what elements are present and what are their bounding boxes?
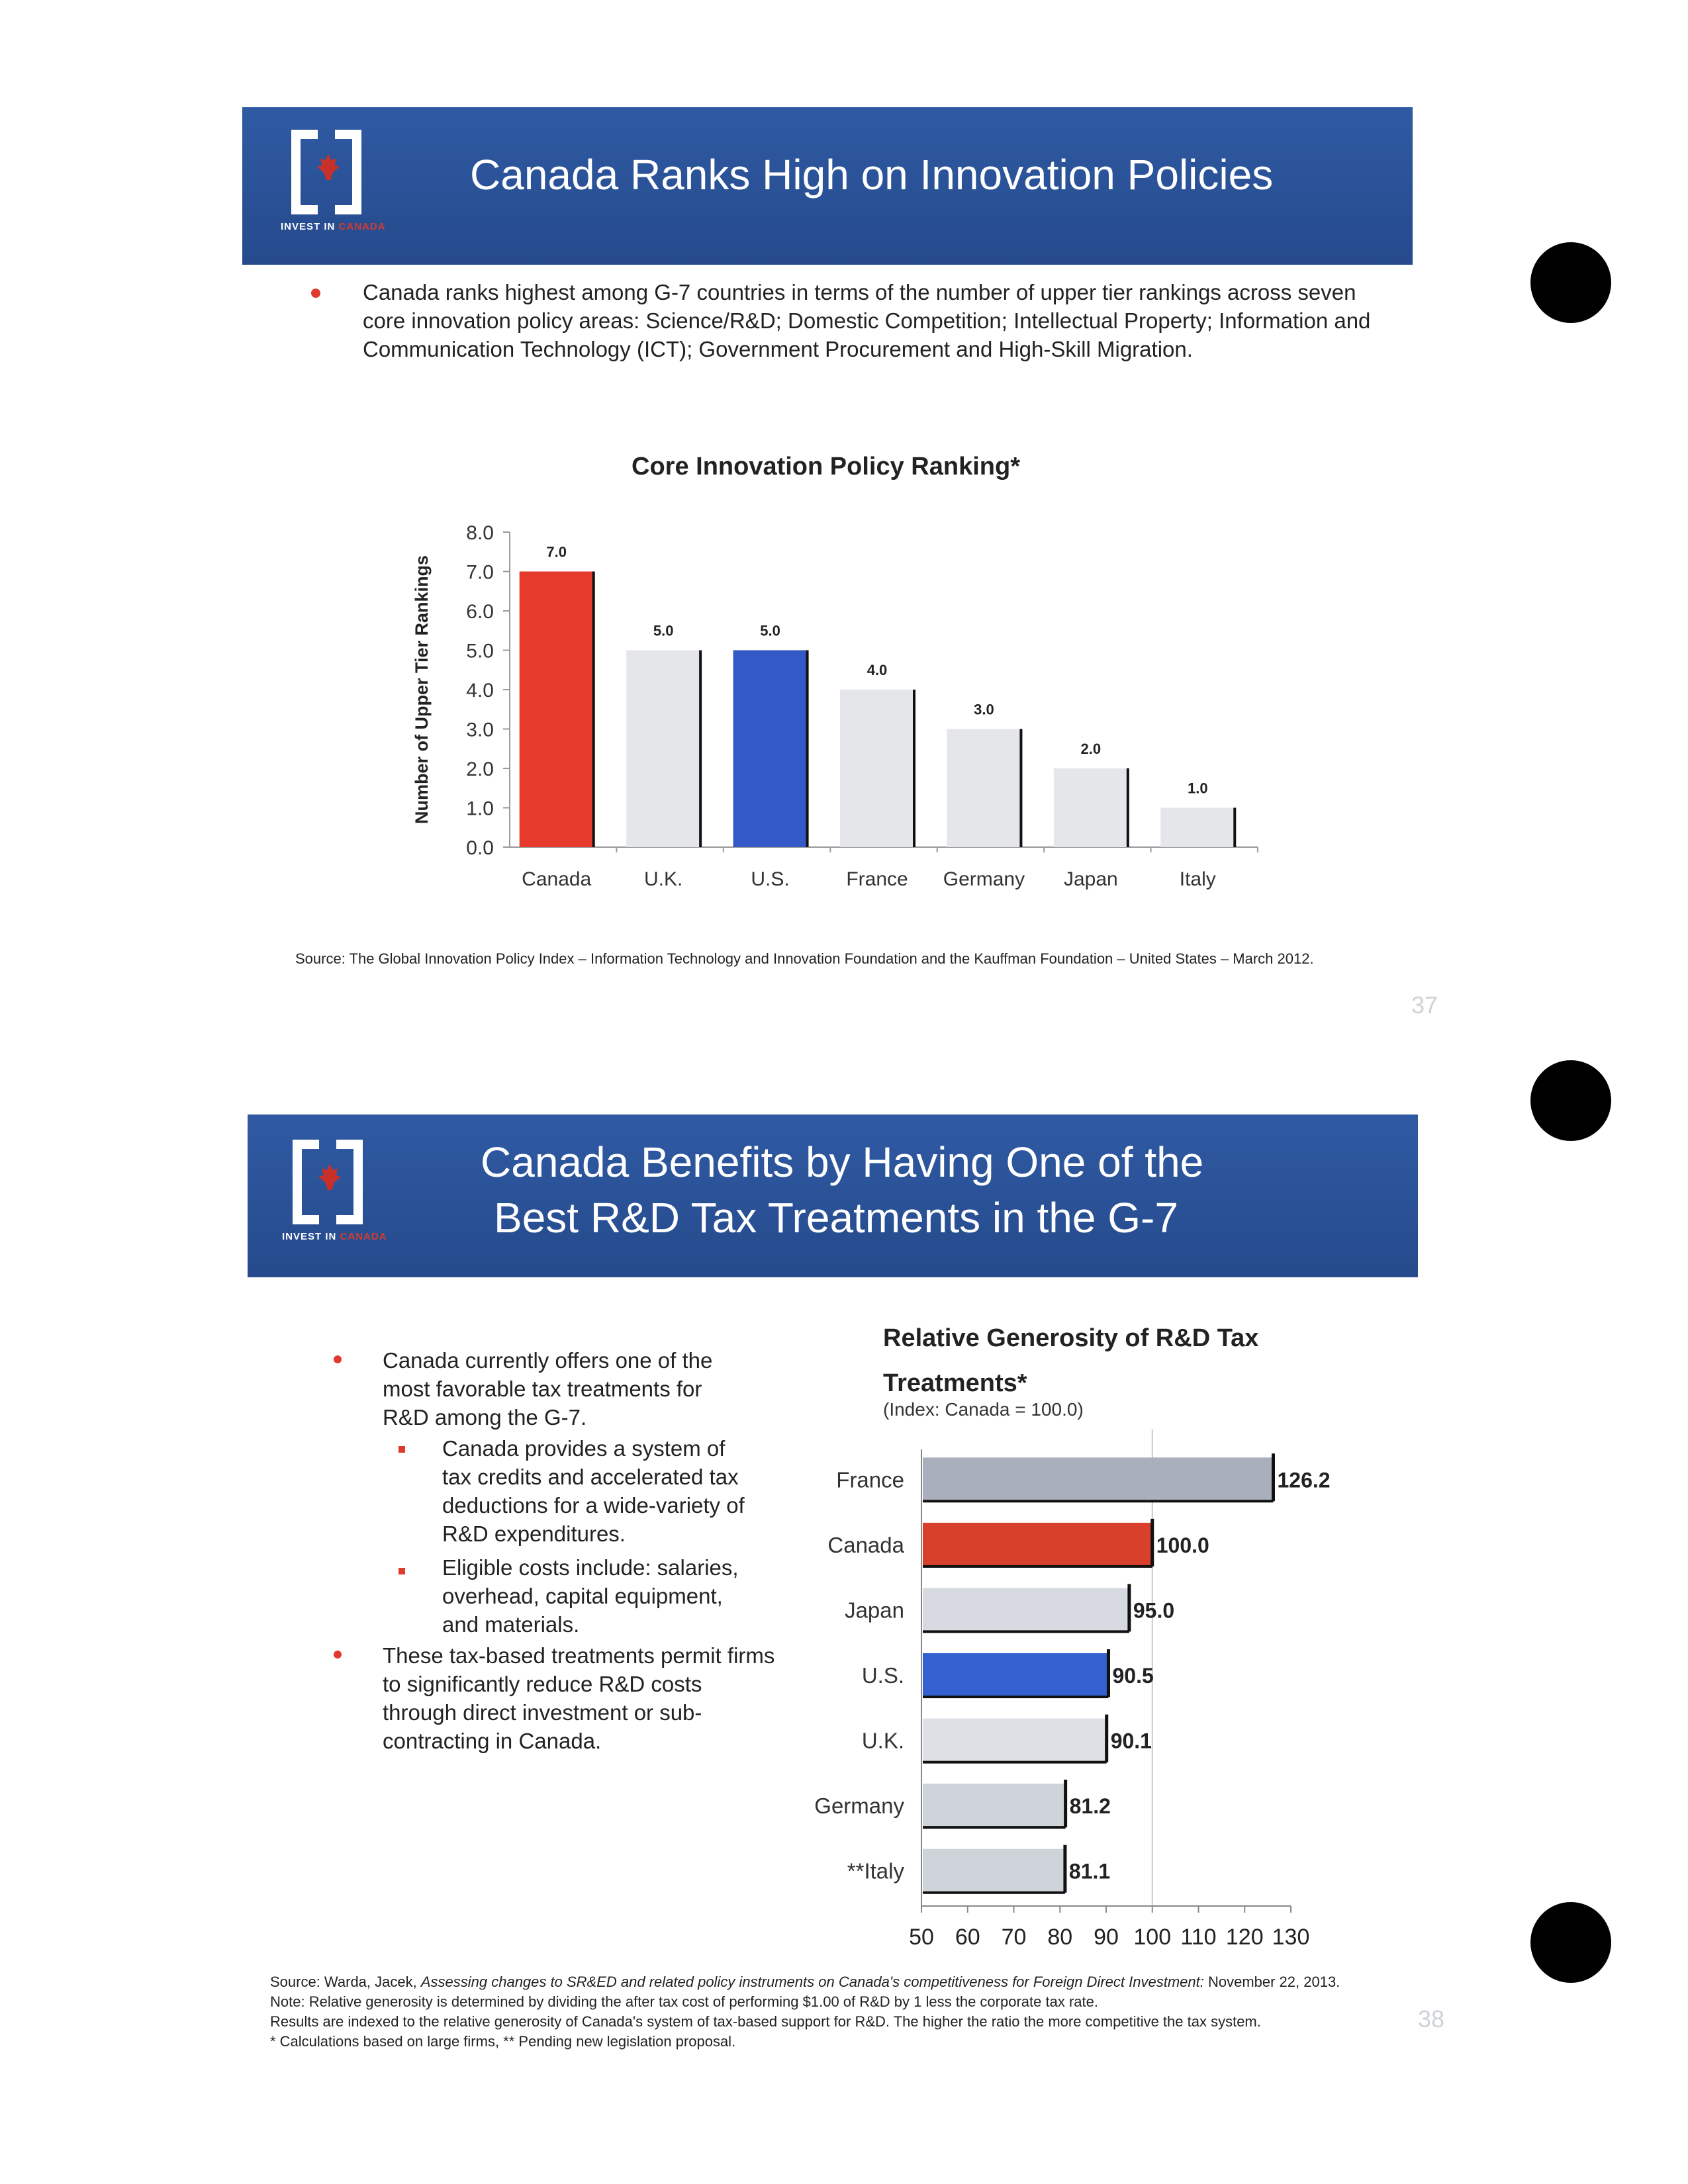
x-tick-label: 110	[1180, 1925, 1217, 1950]
y-category-label: Canada	[827, 1532, 904, 1557]
source-date: November 22, 2013.	[1203, 1974, 1340, 1990]
slide2-bullet2-text: These tax-based treatments permit firms to significantly reduce R&D costs through direct investment or sub-contracting in Canada.	[383, 1643, 775, 1753]
bar-value-label: 5.0	[760, 622, 780, 639]
y-tick-label: 5.0	[466, 640, 494, 662]
slide2-sub1-text: Canada provides a system of tax credits and accelerated tax deductions for a wide-variety of R&D expenditures.	[442, 1436, 745, 1546]
y-tick-label: 4.0	[466, 680, 494, 702]
bar-italy	[1160, 808, 1235, 848]
chart2-title-text: Relative Generosity of R&D Tax Treatments*	[883, 1324, 1259, 1397]
y-tick-label: 8.0	[466, 522, 494, 544]
x-category-label: Japan	[1063, 868, 1118, 890]
bar-value-label: 1.0	[1187, 780, 1208, 797]
y-axis-title: Number of Upper Tier Rankings	[412, 555, 432, 825]
bullet-dot	[334, 1355, 342, 1363]
x-category-label: France	[846, 868, 908, 890]
slide2-page-number: 38	[1418, 2005, 1445, 2032]
y-category-label: Germany	[814, 1794, 904, 1819]
bar-value-label: 90.5	[1112, 1664, 1154, 1688]
bar-value-label: 3.0	[974, 701, 994, 718]
sub-bullet-square	[399, 1446, 405, 1453]
logo-tagline: INVEST IN CANADA	[281, 221, 386, 232]
slide2-note1: Note: Relative generosity is determined by dividing the after tax cost of performing $1.00 of R&D by 1 less the corporate tax rate.	[270, 1993, 1098, 2010]
bar-value-label: 7.0	[546, 543, 567, 561]
x-tick-label: 120	[1225, 1925, 1264, 1950]
bar-japan	[1054, 768, 1128, 847]
right-bracket-shape	[336, 1140, 363, 1224]
x-category-label: U.S.	[751, 868, 790, 890]
bar-germany	[947, 729, 1021, 848]
bar-value-label: 2.0	[1080, 741, 1102, 757]
x-category-label: U.K.	[643, 868, 683, 890]
sub-bullet-square	[399, 1568, 405, 1574]
x-tick-label: 130	[1272, 1925, 1310, 1950]
x-category-label: Germany	[943, 868, 1025, 890]
bar-uk	[923, 1719, 1107, 1762]
bar-italy	[923, 1849, 1065, 1893]
y-tick-label: 2.0	[466, 758, 494, 780]
chart2-title	[883, 1316, 1307, 1406]
x-tick-label: 70	[1001, 1925, 1027, 1950]
invest-in-canada-logo	[244, 1130, 387, 1256]
bar-value-label: 90.1	[1110, 1729, 1152, 1753]
slide2-title-line1: Canada Benefits by Having One of the	[481, 1138, 1204, 1186]
slide2-bullet-list	[331, 1346, 794, 1755]
y-tick-label: 7.0	[466, 561, 494, 584]
bar-value-label: 100.0	[1156, 1533, 1209, 1557]
bar-value-label: 81.1	[1068, 1859, 1111, 1884]
invest-in-canada-logo	[242, 120, 386, 246]
bar-uk	[626, 651, 700, 848]
slide2-sub2-text: Eligible costs include: salaries, overhead, capital equipment, and materials.	[442, 1555, 739, 1637]
x-tick-label: 80	[1047, 1925, 1073, 1950]
binder-hole	[1530, 1060, 1611, 1141]
y-category-label: Japan	[845, 1598, 904, 1623]
y-tick-label: 1.0	[466, 797, 494, 820]
rd-generosity-chart	[781, 1430, 1350, 1972]
y-category-label: U.S.	[861, 1663, 904, 1688]
bar-france	[923, 1457, 1273, 1501]
source-prefix: Source: Warda, Jacek,	[270, 1974, 421, 1990]
slide2-title-line2: Best R&D Tax Treatments in the G-7	[494, 1194, 1178, 1242]
binder-hole	[1530, 1902, 1611, 1983]
y-tick-label: 6.0	[466, 601, 494, 623]
bar-value-label: 4.0	[867, 662, 888, 678]
slide2-bullet1-text: Canada currently offers one of the most favorable tax treatments for R&D among the G-7.	[383, 1348, 713, 1430]
chart1-title: Core Innovation Policy Ranking*	[632, 453, 1020, 480]
bar-canada	[520, 572, 594, 848]
x-category-label: Canada	[522, 868, 592, 890]
bullet-dot	[334, 1651, 342, 1659]
bar-value-label: 81.2	[1069, 1794, 1111, 1819]
source-title: Assessing changes to SR&ED and related policy instruments on Canada's competitiveness for Foreign Direct Investment:	[420, 1974, 1204, 1990]
logo-tagline: INVEST IN CANADA	[282, 1231, 387, 1242]
bar-france	[840, 690, 914, 847]
x-tick-label: 90	[1094, 1925, 1119, 1950]
slide2-banner	[248, 1115, 1418, 1277]
slide1-bullet-list	[311, 278, 1403, 363]
bar-japan	[923, 1588, 1129, 1631]
innovation-ranking-chart	[397, 503, 1278, 900]
binder-hole	[1530, 242, 1611, 323]
y-category-label: France	[836, 1467, 904, 1492]
chart2-subtitle: (Index: Canada = 100.0)	[883, 1399, 1084, 1420]
slide1-source: Source: The Global Innovation Policy Index – Information Technology and Innovation Foundation and the Kauffman Foundation – United States – March 2012.	[295, 950, 1314, 967]
bar-us	[733, 651, 808, 848]
slide1-page-number: 37	[1411, 991, 1438, 1019]
y-tick-label: 0.0	[466, 837, 494, 859]
left-bracket-shape	[291, 130, 318, 214]
bar-germany	[923, 1784, 1066, 1827]
y-tick-label: 3.0	[466, 719, 494, 741]
slide2-note2: Results are indexed to the relative generosity of Canada's system of tax-based support for R&D. The higher the ratio the more competitive the tax system.	[270, 2013, 1261, 2030]
right-bracket-shape	[335, 130, 361, 214]
x-tick-label: 100	[1133, 1925, 1172, 1950]
x-category-label: Italy	[1179, 868, 1216, 890]
y-category-label: **Italy	[847, 1858, 904, 1884]
bar-value-label: 126.2	[1277, 1468, 1331, 1492]
slide2-note3: * Calculations based on large firms, ** Pending new legislation proposal.	[270, 2033, 736, 2050]
x-tick-label: 60	[955, 1925, 980, 1950]
x-tick-label: 50	[909, 1925, 934, 1950]
bar-us	[923, 1653, 1108, 1697]
bar-value-label: 5.0	[653, 622, 674, 639]
bar-value-label: 95.0	[1133, 1598, 1175, 1623]
bar-canada	[923, 1523, 1152, 1567]
left-bracket-shape	[293, 1140, 319, 1224]
slide1-bullet-text: Canada ranks highest among G-7 countries in terms of the number of upper tier rankings across seven core innovation policy areas: Science/R&D; Domestic Competition; Intellectual Property; Information and Communication Technology (ICT); Government Procurement and High-Skill Migration.	[363, 280, 1371, 361]
slide2-source	[270, 1974, 1340, 1991]
y-category-label: U.K.	[861, 1728, 904, 1753]
slide1-title: Canada Ranks High on Innovation Policies	[470, 151, 1274, 199]
slide1-banner	[242, 107, 1413, 265]
bullet-dot	[311, 289, 320, 298]
